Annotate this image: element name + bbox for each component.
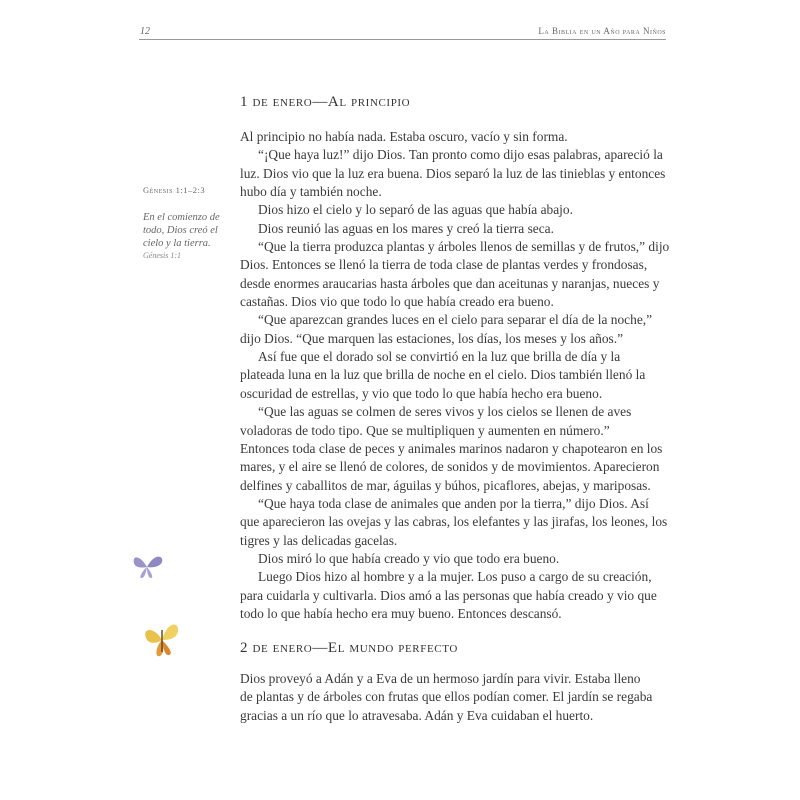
text-line: desde enormes araucarias hasta árboles que dan aceitunas y naranjas, nueces y (240, 275, 660, 291)
scripture-reference: Génesis 1:1–2:3 (143, 185, 206, 195)
text-line: Dios proveyó a Adán y a Eva de un hermoso jardín para vivir. Estaba lleno (240, 671, 641, 686)
section-heading-1: 1 de enero—Al principio (240, 94, 411, 110)
text-line: Dios. Entonces se llenó la tierra de toda clase de plantas verdes y frondosas, (240, 257, 648, 273)
text-line: tigres y las delicadas gacelas. (240, 532, 398, 548)
text-line: delfines y caballitos de mar, águilas y búhos, picaflores, abejas, y mariposas. (240, 477, 651, 493)
text-line: plateada luna en la luz que brilla de noche en el cielo. Dios también llenó la (240, 367, 646, 383)
text-line: Dios reunió las aguas en los mares y creó la tierra seca. (258, 220, 554, 236)
text-line: gracias a un río que lo atravesaba. Adán y Eva cuidaban el huerto. (240, 707, 594, 723)
text-line: Así fue que el dorado sol se convirtió en la luz que brilla de día y la (258, 349, 621, 365)
text-line: Dios hizo el cielo y lo separó de las aguas que había abajo. (258, 202, 573, 218)
text-line: Dios miró lo que había creado y vio que todo era bueno. (258, 550, 560, 566)
purple-butterfly-icon (130, 553, 166, 581)
text-line: que aparecieron las ovejas y las cabras, los elefantes y las jirafas, los leones, los (240, 514, 668, 530)
sidebar-quote-reference: Génesis 1:1 (143, 251, 181, 260)
text-line: mares, y el aire se llenó de colores, de sonidos y de movimientos. Aparecieron (240, 459, 660, 475)
section-heading-2: 2 de enero—El mundo perfecto (240, 640, 458, 656)
header-rule (139, 39, 666, 40)
yellow-butterfly-icon (140, 618, 186, 662)
section-body-1 (240, 128, 680, 623)
text-line: “¡Que haya luz!” dijo Dios. Tan pronto como dijo esas palabras, apareció la (258, 147, 663, 163)
text-line: luz. Dios vio que la luz era buena. Dios separó la luz de las tinieblas y entonces (240, 165, 666, 181)
text-line: dijo Dios. “Que marquen las estaciones, los días, los meses y los años.” (240, 330, 624, 346)
text-line: “Que la tierra produzca plantas y árboles llenos de semillas y de frutos,” dijo (258, 239, 670, 255)
text-line: todo lo que había hecho era muy bueno. Entonces descansó. (240, 605, 562, 621)
text-line: “Que haya toda clase de animales que anden por la tierra,” dijo Dios. Así (258, 495, 649, 511)
running-header-title: La Biblia en un Año para Niños (538, 26, 666, 36)
text-line: Luego Dios hizo al hombre y a la mujer. Los puso a cargo de su creación, (258, 569, 652, 585)
text-line: “Que las aguas se colmen de seres vivos y los cielos se llenen de aves (258, 404, 632, 420)
text-line: voladoras de todo tipo. Que se multipliquen y aumenten en número.” (240, 422, 610, 438)
section-body-2 (240, 670, 680, 725)
text-line: hubo día y también noche. (240, 184, 382, 200)
page-number: 12 (140, 26, 150, 37)
text-line: castañas. Dios vio que todo lo que había creado era bueno. (240, 294, 554, 310)
text-line: de plantas y de árboles con frutas que ellos podían comer. El jardín se regaba (240, 689, 653, 705)
text-line: “Que aparezcan grandes luces en el cielo para separar el día de la noche,” (258, 312, 653, 328)
text-line: Al principio no había nada. Estaba oscuro, vacío y sin forma. (240, 129, 568, 144)
text-line: oscuridad de estrellas, y vio que todo lo que había hecho era bueno. (240, 385, 603, 401)
sidebar-quote: En el comienzo de todo, Dios creó el cielo y la tierra. (143, 212, 220, 249)
text-line: para cuidarla y cultivarla. Dios amó a las personas que había creado y vio que (240, 587, 657, 603)
text-line: Entonces toda clase de peces y animales marinos nadaron y chapotearon en los (240, 440, 663, 456)
